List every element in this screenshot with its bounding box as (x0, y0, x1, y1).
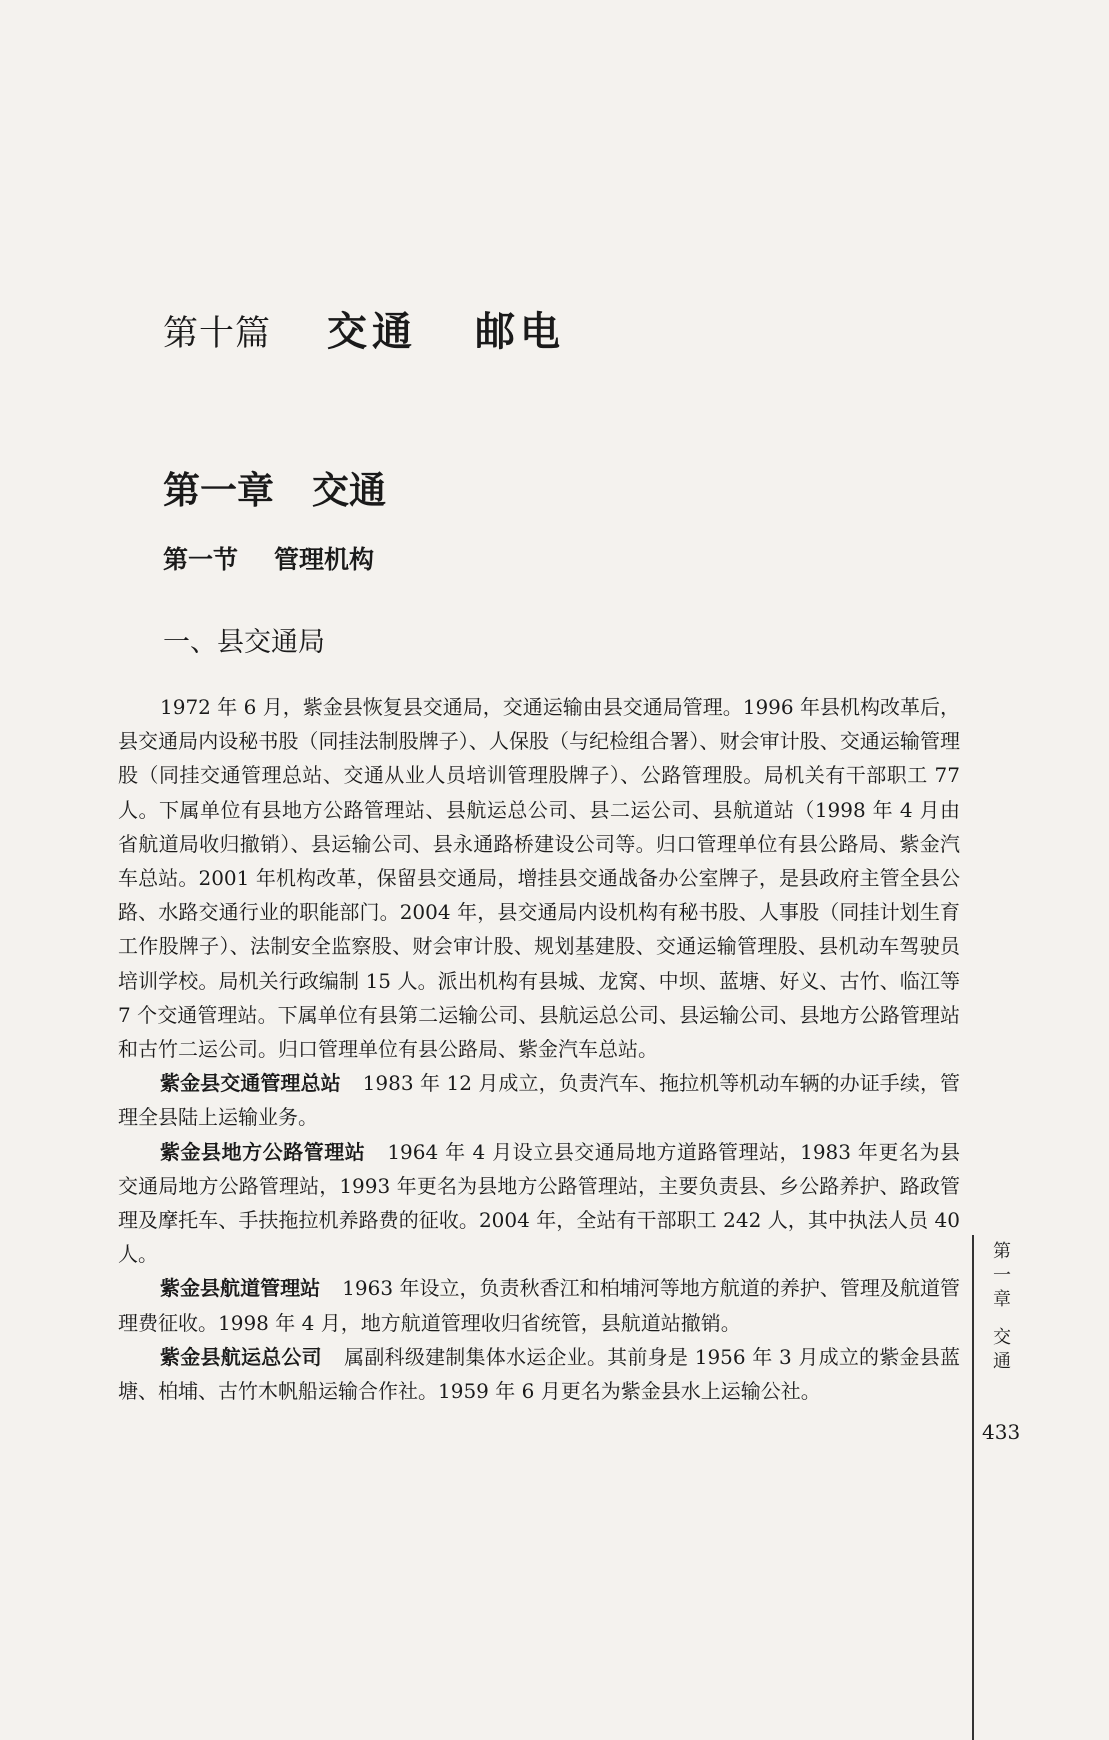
side-tab-char: 交 (993, 1327, 1011, 1348)
paragraph (118, 1340, 960, 1408)
part-title (163, 300, 565, 357)
subsection-title: 一、县交通局 (163, 627, 325, 658)
paragraph (118, 1135, 960, 1272)
side-chapter-tab (990, 1240, 1014, 1374)
paragraph-text: 1964 年 4 月设立县交通局地方道路管理站，1983 年更名为县交通局地方公路管理站，1993 年更名为县地方公路管理站，主要负责县、乡公路养护、路政管理及摩托车、手扶拖拉机养路费的征收。2004 年，全站有干部职工 242 人，其中执法人员 40 人。 (118, 1139, 961, 1267)
paragraph (118, 1066, 960, 1134)
part-name-post: 邮电 (475, 308, 566, 355)
paragraph-lead: 紫金县航运总公司 (160, 1344, 322, 1369)
section-title (163, 540, 374, 576)
chapter-name: 交通 (312, 468, 386, 512)
side-tab-char: 第 (993, 1241, 1011, 1262)
chapter-number: 第一章 (163, 468, 274, 512)
paragraph-text: 1983 年 12 月成立，负责汽车、拖拉机等机动车辆的办证手续，管理全县陆上运输业务。 (118, 1071, 961, 1130)
paragraph-lead: 紫金县航道管理站 (160, 1276, 321, 1301)
section-name: 管理机构 (274, 545, 375, 574)
paragraph-text: 1972 年 6 月，紫金县恢复县交通局，交通运输由县交通局管理。1996 年县机构改革后，县交通局内设秘书股（同挂法制股牌子）、人保股（与纪检组合署）、财会审计股、交通运输管理股（同挂交通管理总站、交通从业人员培训管理股牌子）、公路管理股。局机关有干部职工 77 人。下属单位有县地方公路管理站、县航运总公司、县二运公司、县航道站（1998 年 4 月由省航道局收归撤销）、县运输公司、县永通路桥建设公司等。归口管理单位有县公路局、紫金汽车总站。2001 年机构改革，保留县交通局，增挂县交通战备办公室牌子，是县政府主管全县公路、水路交通行业的职能部门。2004 年，县交通局内设机构有秘书股、人事股（同挂计划生育工作股牌子）、法制安全监察股、财会审计股、规划基建股、交通运输管理股、县机动车驾驶员培训学校。局机关行政编制 15 人。派出机构有县城、龙窝、中坝、蓝塘、好义、古竹、临江等 7 个交通管理站。下属单位有县第二运输公司、县航运总公司、县运输公司、县地方公路管理站和古竹二运公司。归口管理单位有县公路局、紫金汽车总站。 (118, 695, 960, 1062)
paragraph-text: 1963 年设立，负责秋香江和柏埔河等地方航道的养护、管理及航道管理费征收。1998 年 4 月，地方航道管理收归省统管，县航道站撤销。 (118, 1276, 960, 1335)
part-name-transport: 交通 (327, 308, 418, 355)
body-text (118, 690, 960, 1408)
paragraph-text: 属副科级建制集体水运企业。其前身是 1956 年 3 月成立的紫金县蓝塘、柏埔、古竹木帆船运输合作社。1959 年 6 月更名为紫金县水上运输公社。 (118, 1344, 960, 1404)
part-label: 第十篇 (163, 314, 272, 354)
side-tab-char: 一 (993, 1265, 1011, 1286)
paragraph (118, 690, 960, 1066)
chapter-title (163, 460, 386, 514)
page-number: 433 (982, 1420, 1021, 1444)
section-number: 第一节 (163, 545, 239, 574)
side-tab-char: 章 (993, 1289, 1011, 1310)
side-divider (972, 1235, 974, 1740)
paragraph (118, 1271, 960, 1339)
side-tab-char: 通 (993, 1351, 1011, 1372)
paragraph-lead: 紫金县交通管理总站 (160, 1071, 341, 1096)
paragraph-lead: 紫金县地方公路管理站 (160, 1139, 366, 1164)
